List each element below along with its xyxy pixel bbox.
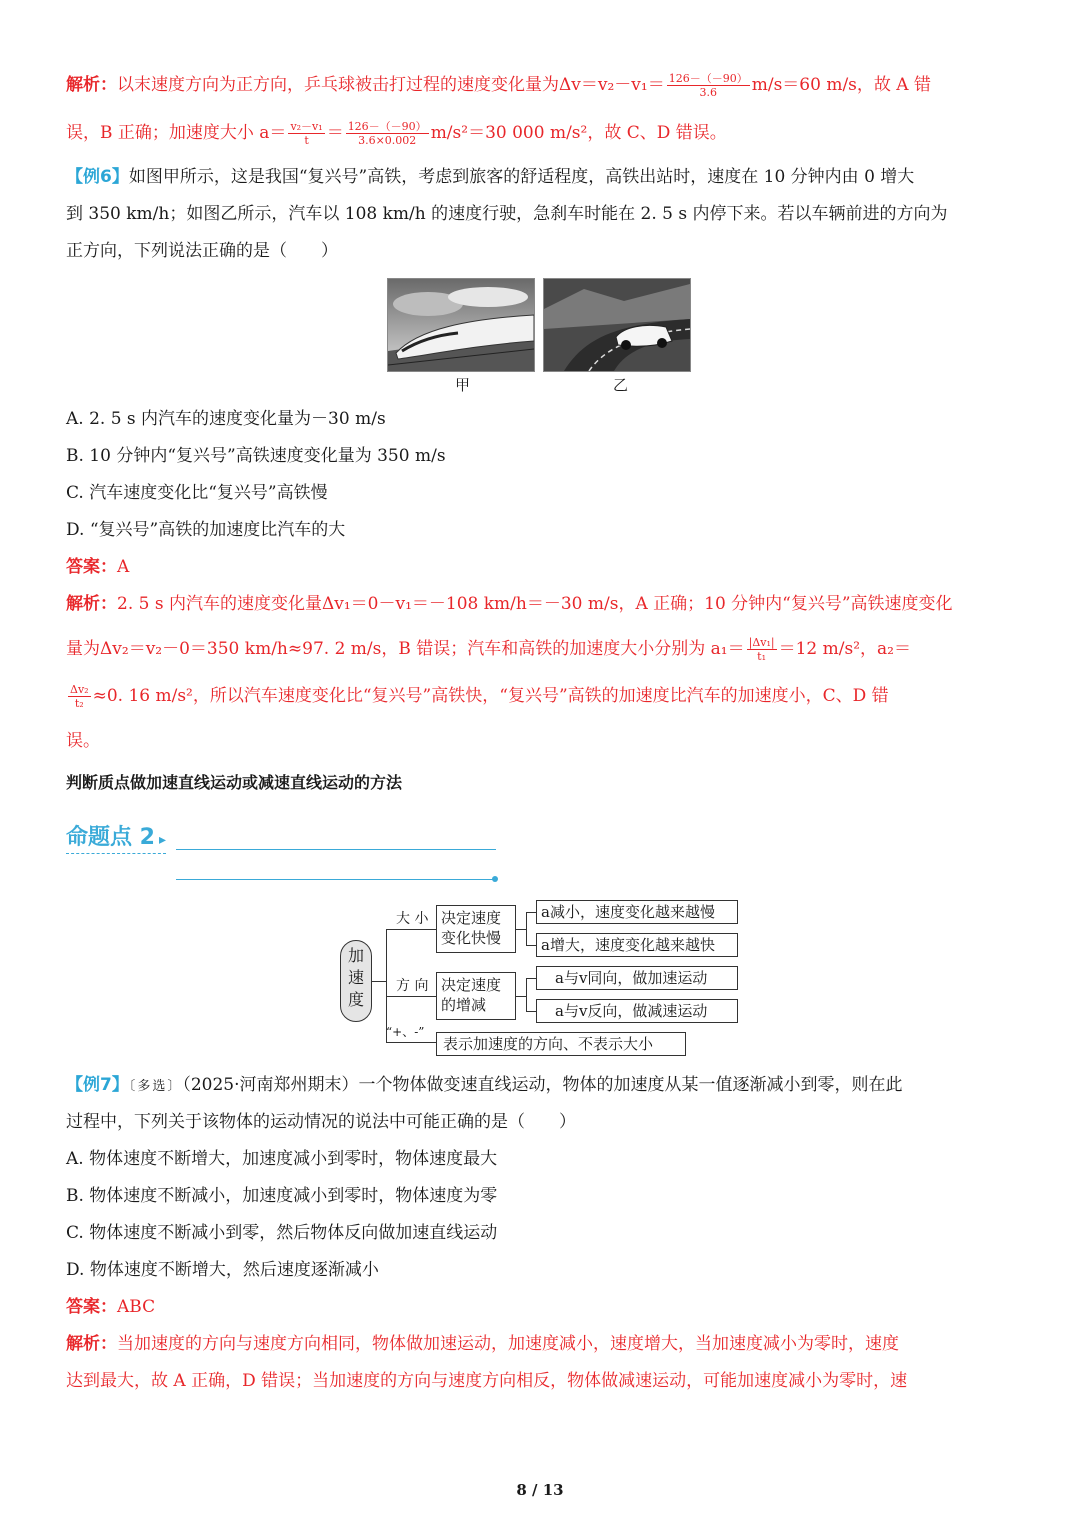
car-photo (543, 278, 691, 372)
prev-analysis-line-1: 解析：以末速度方向为正方向，乒乓球被击打过程的速度变化量为Δv＝v₂－v₁＝ $\frac{126-(-90)}{3.6}$ m/s＝60 m/s，故 A 错 (66, 72, 931, 99)
example-tag: 【例7】 (66, 1075, 129, 1095)
example7-analysis-line-2: 达到最大，故 A 正确，D 错误；当加速度的方向与速度方向相反，物体做减速运动，可能加速度减小为零时，速 (66, 1371, 908, 1391)
example-tag: 【例6】 (66, 167, 129, 187)
arrow-icon: ▸ (158, 832, 166, 848)
title-rule (176, 849, 496, 850)
fraction: $\frac{\text{|Δv₁|}}{\text{t₁}}$ (748, 636, 775, 663)
example7-analysis-line-1: 解析：当加速度的方向与速度方向相同，物体做加速运动，加速度减小，速度增大，当加速度减小为零时，速度 (66, 1334, 899, 1354)
diagram-connector (516, 996, 526, 997)
example7-stem-line-2: 过程中，下列关于该物体的运动情况的说法中可能正确的是（ ） (66, 1112, 576, 1132)
diagram-connector (526, 945, 536, 946)
branch-label-size: 大 小 (396, 911, 429, 927)
title-rule-2 (176, 879, 496, 880)
leaf-opposite-direction: a与v反向，做减速运动 (536, 999, 738, 1023)
option-b: B. 物体速度不断减小，加速度减小到零时，物体速度为零 (66, 1186, 498, 1206)
example6-stem-line-2: 到 350 km/h；如图乙所示，汽车以 108 km/h 的速度行驶，急刹车时能在 2. 5 s 内停下来。若以车辆前进的方向为 (66, 204, 948, 224)
section-heading: 判断质点做加速直线运动或减速直线运动的方法 (66, 773, 403, 792)
example6-analysis-line-4: 误。 (66, 731, 100, 751)
diagram-connector (516, 929, 526, 930)
diagram-connector (526, 912, 527, 946)
diagram-connector (386, 929, 436, 930)
fraction: $\frac{126-(-90)}{3.6\times 0.002}$ (347, 120, 427, 147)
proposition-title: 命题点 2 ▸ (66, 820, 166, 854)
caption-jia: 甲 (455, 376, 471, 394)
branch-box-speed-change: 决定速度 变化快慢 (436, 905, 516, 953)
diagram-connector (386, 996, 436, 997)
option-a: A. 物体速度不断增大，加速度减小到零时，物体速度最大 (66, 1149, 498, 1169)
example6-analysis-line-2: 量为Δv₂＝v₂－0＝350 km/h≈97. 2 m/s，B 错误；汽车和高铁的加速度大小分别为 a₁＝ $\frac{\text{|Δv₁|}}{\text{t₁}}$ ＝12 m/s²，a₂＝ (66, 636, 911, 663)
branch-label-direction: 方 向 (396, 978, 429, 994)
fraction: $\frac{\text{Δv₂}}{\text{t₂}}$ (70, 683, 89, 710)
page-number: 8 / 13 (516, 1481, 564, 1499)
example6-analysis-line-3: $\frac{\text{Δv₂}}{\text{t₂}}$ ≈0. 16 m/s²，所以汽车速度变化比“复兴号”高铁快，“复兴号”高铁的加速度比汽车的加速度小，C、D 错 (70, 683, 889, 710)
example6-answer: 答案：A (66, 557, 130, 577)
fraction: $\frac{126-(-90)}{3.6}$ (668, 72, 748, 99)
option-c: C. 汽车速度变化比“复兴号”高铁慢 (66, 483, 328, 503)
diagram-connector (526, 1011, 536, 1012)
fraction: $\frac{\text{v₂－v₁}}{t}$ (290, 120, 323, 147)
diagram-connector (526, 978, 527, 1012)
example6-analysis-line-1: 解析：2. 5 s 内汽车的速度变化量Δv₁＝0－v₁＝－108 km/h＝－30 m/s，A 正确；10 分钟内“复兴号”高铁速度变化 (66, 594, 953, 614)
diagram-connector (386, 1042, 436, 1043)
branch-box-speed-increase-decrease: 决定速度 的增减 (436, 972, 516, 1020)
branch-box-sign-meaning: 表示加速度的方向、不表示大小 (436, 1032, 686, 1056)
option-b: B. 10 分钟内“复兴号”高铁速度变化量为 350 m/s (66, 446, 446, 466)
caption-yi: 乙 (613, 376, 629, 394)
example6-stem-line-3: 正方向，下列说法正确的是（ ） (66, 241, 338, 261)
diagram-connector (526, 912, 536, 913)
example6-stem-line-1: 【例6】如图甲所示，这是我国“复兴号”高铁，考虑到旅客的舒适程度，高铁出站时，速度在 10 分钟内由 0 增大 (66, 167, 915, 187)
option-d: D. 物体速度不断增大，然后速度逐渐减小 (66, 1260, 379, 1280)
rule-dot (492, 876, 498, 882)
analysis-label: 解析： (66, 75, 117, 95)
option-c: C. 物体速度不断减小到零，然后物体反向做加速直线运动 (66, 1223, 498, 1243)
leaf-a-decrease: a减小，速度变化越来越慢 (536, 900, 738, 924)
diagram-connector (372, 981, 386, 982)
prev-analysis-line-2: 误，B 正确；加速度大小 a＝ $\frac{\text{v₂－v₁}}{t}$ ＝ $\frac{126-(-90)}{3.6\times 0.002}$ m/s²＝30 000 m/s²，故 C、D 错误。 (66, 120, 727, 147)
example7-stem-line-1: 【例7】〔多选〕（2025·河南郑州期末）一个物体做变速直线运动，物体的加速度从某一值逐渐减小到零，则在此 (66, 1075, 903, 1095)
high-speed-train-photo (387, 278, 535, 372)
diagram-root: 加 速 度 (340, 940, 372, 1022)
branch-label-sign: “+、-” (386, 1025, 425, 1039)
option-d: D. “复兴号”高铁的加速度比汽车的大 (66, 520, 346, 540)
leaf-same-direction: a与v同向，做加速运动 (536, 966, 738, 990)
multi-select-tag: 〔多选〕 (128, 1079, 183, 1094)
diagram-connector (526, 978, 536, 979)
leaf-a-increase: a增大，速度变化越来越快 (536, 933, 738, 957)
option-a: A. 2. 5 s 内汽车的速度变化量为－30 m/s (66, 409, 386, 429)
example7-answer: 答案：ABC (66, 1297, 156, 1317)
